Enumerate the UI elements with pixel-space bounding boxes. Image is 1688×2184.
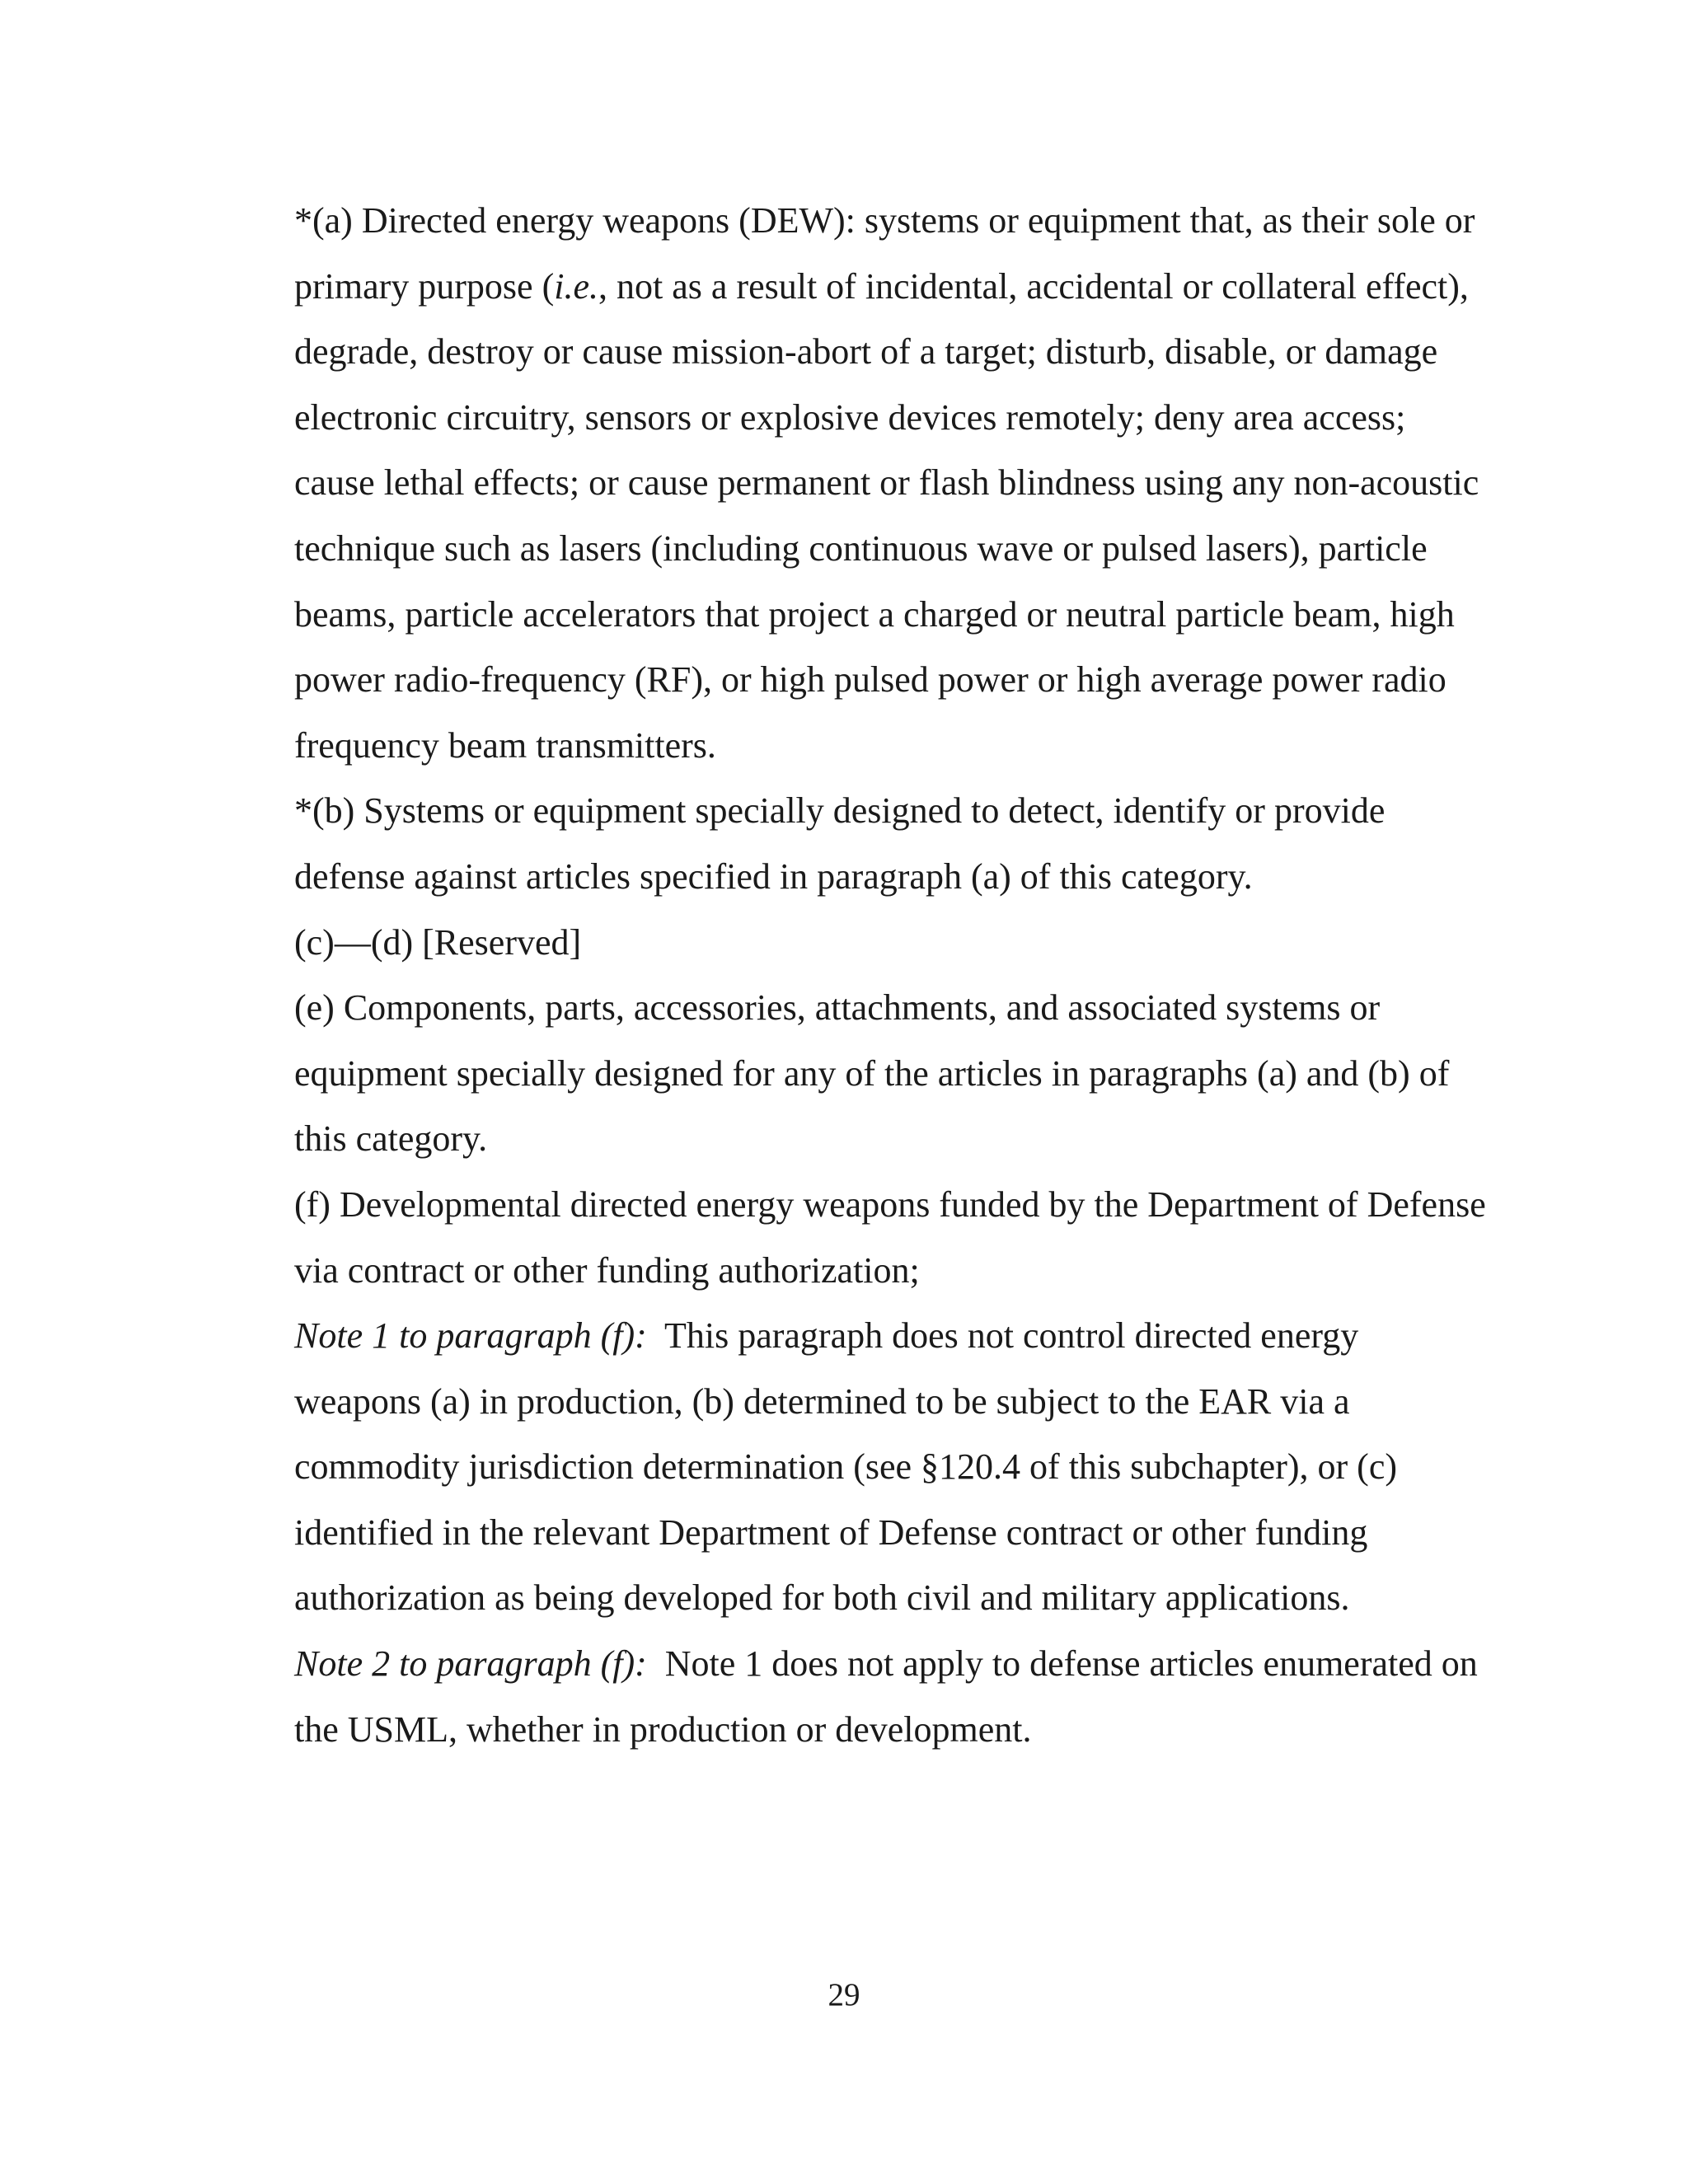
note-2-text: Note 1 does not apply to defense articles enumerated on the USML, whether in production or development.: [294, 1643, 1478, 1750]
paragraph-a-italic-ie: i.e.: [554, 265, 599, 307]
page-number: 29: [828, 1977, 860, 2013]
note-2-label: Note 2 to paragraph (f):: [294, 1643, 647, 1685]
paragraph-c-d-reserved: (c)—(d) [Reserved]: [294, 921, 582, 963]
note-1-label: Note 1 to paragraph (f):: [294, 1315, 647, 1357]
paragraph-e: (e) Components, parts, accessories, attachments, and associated systems or equipment specially designed for any of the articles in paragraphs (a) and (b) of this category.: [294, 987, 1450, 1160]
paragraph-b: *(b) Systems or equipment specially designed to detect, identify or provide defense against articles specified in paragraph (a) of this category.: [294, 790, 1386, 897]
document-body: [294, 188, 1489, 1762]
paragraph-f: (f) Developmental directed energy weapons funded by the Department of Defense via contract or other funding authorization;: [294, 1183, 1486, 1291]
paragraph-a-text-end: , not as a result of incidental, accidental or collateral effect), degrade, destroy or cause mission-abort of a target; disturb, disable, or damage electronic circuitry, sensors or explosive devices remotely; deny area access; cause lethal effects; or cause permanent or flash blindness using any non-acoustic technique such as lasers (including continuous wave or pulsed lasers), particle beams, particle accelerators that project a charged or neutral particle beam, high power radio-frequency (RF), or high pulsed power or high average power radio frequency beam transmitters.: [294, 265, 1479, 766]
note-2-paragraph: [294, 1631, 1489, 1762]
paragraph-a-text-start: *(a) Directed energy weapons (DEW): systems or equipment that, as their sole or primary purpose (: [294, 200, 1475, 307]
paragraph-a: [294, 188, 1489, 778]
note-1-text: This paragraph does not control directed energy weapons (a) in production, (b) determined to be subject to the EAR via a commodity jurisdiction determination (see §120.4 of this subchapter), or (c) identified in the relevant Department of Defense contract or other funding authorization as being developed for both civil and military applications.: [294, 1315, 1398, 1619]
note-1-paragraph: [294, 1303, 1489, 1631]
